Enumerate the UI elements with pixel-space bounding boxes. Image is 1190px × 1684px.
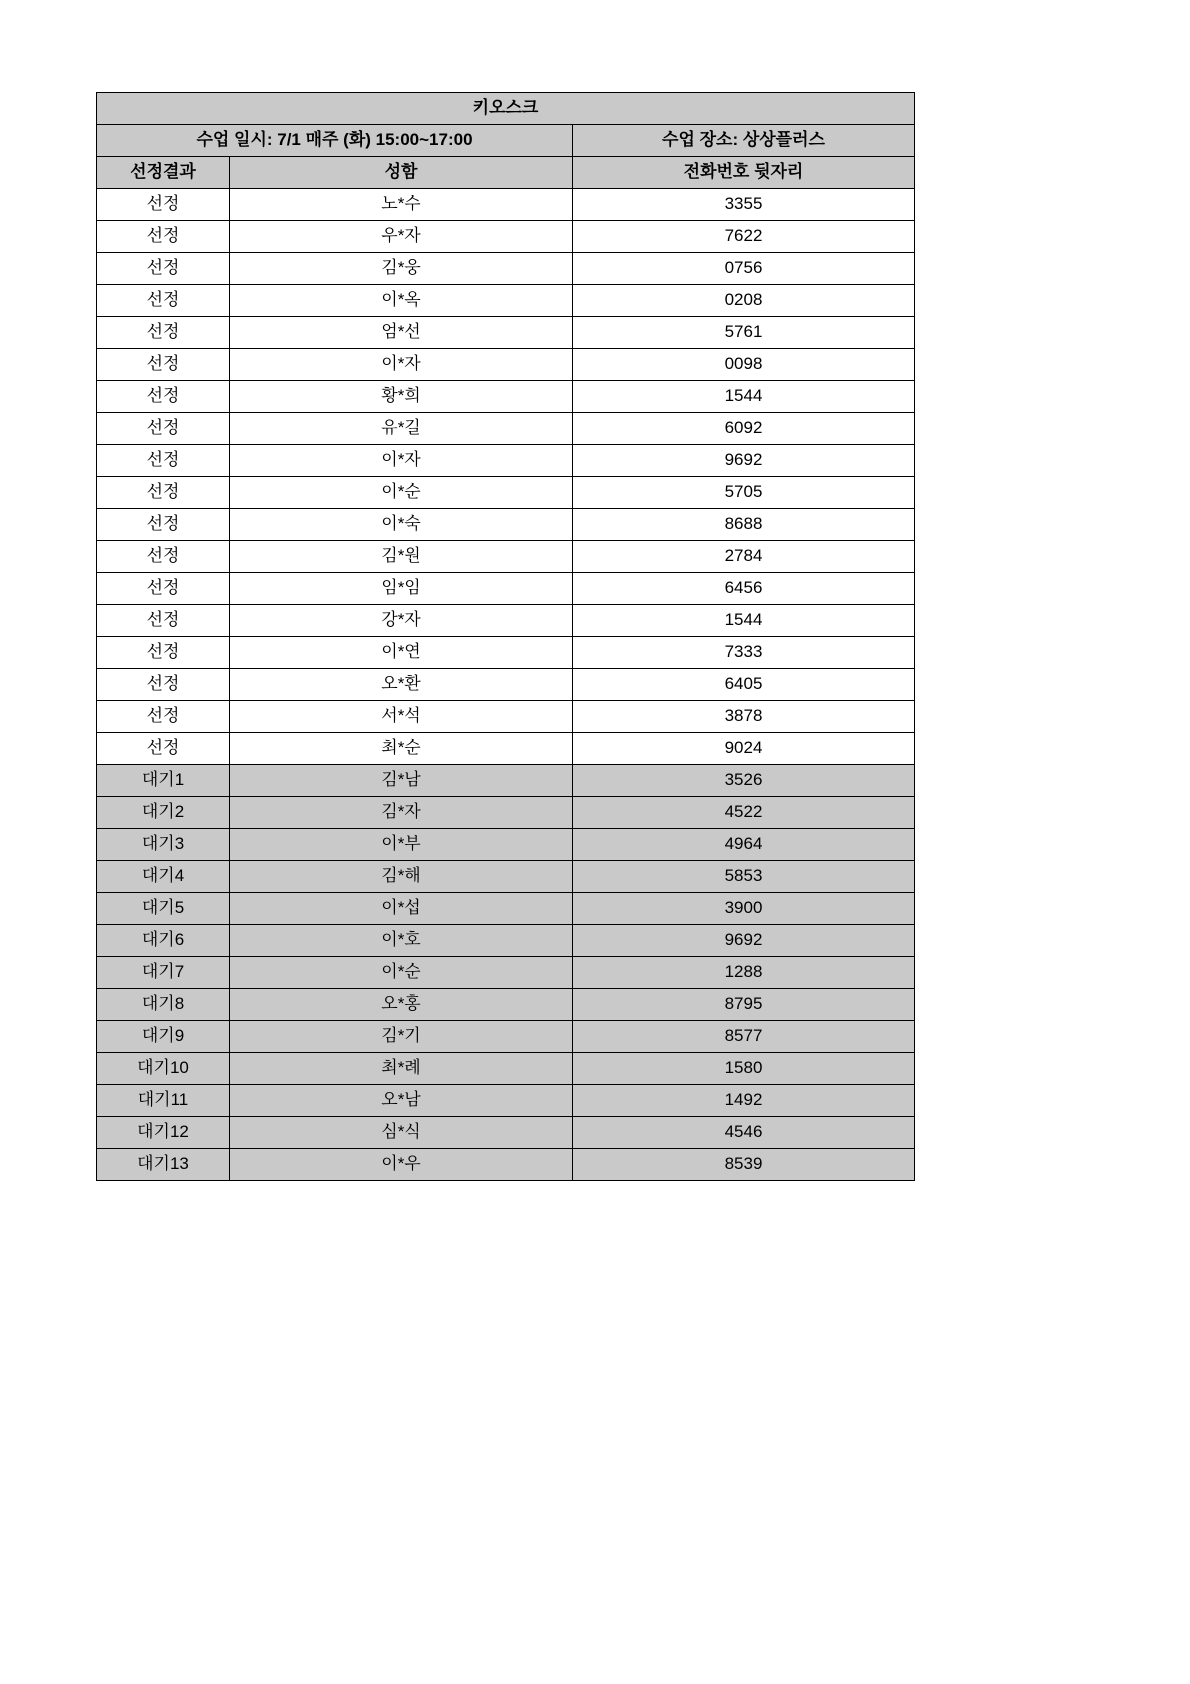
cell-phone: 1492 [573, 1085, 915, 1117]
cell-result: 선정 [97, 605, 230, 637]
table-row [97, 1021, 915, 1053]
cell-phone: 3355 [573, 189, 915, 221]
cell-phone: 1580 [573, 1053, 915, 1085]
location-label: 수업 장소: 상상플러스 [573, 125, 915, 157]
cell-name: 이*숙 [230, 509, 573, 541]
cell-result: 대기4 [97, 861, 230, 893]
table-row [97, 701, 915, 733]
table-row [97, 317, 915, 349]
cell-phone: 0208 [573, 285, 915, 317]
table-row [97, 797, 915, 829]
cell-result: 대기10 [97, 1053, 230, 1085]
table-row [97, 541, 915, 573]
cell-name: 이*연 [230, 637, 573, 669]
cell-result: 선정 [97, 573, 230, 605]
cell-phone: 0756 [573, 253, 915, 285]
cell-name: 이*자 [230, 445, 573, 477]
cell-phone: 6456 [573, 573, 915, 605]
cell-phone: 8688 [573, 509, 915, 541]
cell-result: 선정 [97, 221, 230, 253]
table-row [97, 957, 915, 989]
selection-results-table [96, 92, 915, 1181]
cell-name: 임*임 [230, 573, 573, 605]
cell-phone: 6405 [573, 669, 915, 701]
cell-result: 선정 [97, 381, 230, 413]
cell-result: 선정 [97, 509, 230, 541]
cell-name: 김*웅 [230, 253, 573, 285]
cell-result: 대기2 [97, 797, 230, 829]
cell-name: 이*섭 [230, 893, 573, 925]
cell-result: 선정 [97, 253, 230, 285]
column-header-phone: 전화번호 뒷자리 [573, 157, 915, 189]
table-row [97, 605, 915, 637]
cell-result: 선정 [97, 541, 230, 573]
table-row [97, 509, 915, 541]
table-row [97, 893, 915, 925]
cell-name: 이*부 [230, 829, 573, 861]
cell-name: 우*자 [230, 221, 573, 253]
table-row [97, 573, 915, 605]
cell-name: 오*환 [230, 669, 573, 701]
cell-phone: 2784 [573, 541, 915, 573]
cell-name: 최*례 [230, 1053, 573, 1085]
table-row [97, 189, 915, 221]
cell-result: 선정 [97, 477, 230, 509]
table-info-row [97, 125, 915, 157]
table-row [97, 1149, 915, 1181]
kiosk-selection-sheet [96, 92, 914, 1181]
cell-result: 대기9 [97, 1021, 230, 1053]
table-row [97, 413, 915, 445]
cell-result: 선정 [97, 189, 230, 221]
table-body [97, 93, 915, 1181]
cell-phone: 3526 [573, 765, 915, 797]
cell-name: 이*우 [230, 1149, 573, 1181]
cell-name: 이*순 [230, 957, 573, 989]
cell-name: 이*호 [230, 925, 573, 957]
cell-name: 김*기 [230, 1021, 573, 1053]
cell-name: 강*자 [230, 605, 573, 637]
cell-result: 대기3 [97, 829, 230, 861]
cell-phone: 9024 [573, 733, 915, 765]
cell-result: 대기6 [97, 925, 230, 957]
cell-name: 김*자 [230, 797, 573, 829]
cell-name: 서*석 [230, 701, 573, 733]
table-row [97, 1117, 915, 1149]
cell-phone: 5705 [573, 477, 915, 509]
cell-name: 이*옥 [230, 285, 573, 317]
cell-result: 선정 [97, 349, 230, 381]
cell-result: 대기13 [97, 1149, 230, 1181]
table-row [97, 477, 915, 509]
cell-phone: 3900 [573, 893, 915, 925]
cell-name: 오*홍 [230, 989, 573, 1021]
cell-name: 이*순 [230, 477, 573, 509]
document-title: 키오스크 [97, 93, 915, 125]
table-row [97, 349, 915, 381]
schedule-label: 수업 일시: 7/1 매주 (화) 15:00~17:00 [97, 125, 573, 157]
cell-phone: 1288 [573, 957, 915, 989]
cell-name: 황*희 [230, 381, 573, 413]
cell-result: 대기1 [97, 765, 230, 797]
cell-result: 선정 [97, 637, 230, 669]
cell-name: 심*식 [230, 1117, 573, 1149]
cell-result: 대기8 [97, 989, 230, 1021]
table-title-row [97, 93, 915, 125]
cell-name: 오*남 [230, 1085, 573, 1117]
cell-result: 선정 [97, 733, 230, 765]
cell-phone: 6092 [573, 413, 915, 445]
cell-phone: 3878 [573, 701, 915, 733]
cell-phone: 5853 [573, 861, 915, 893]
table-row [97, 989, 915, 1021]
cell-result: 대기11 [97, 1085, 230, 1117]
cell-name: 최*순 [230, 733, 573, 765]
column-header-result: 선정결과 [97, 157, 230, 189]
cell-name: 엄*선 [230, 317, 573, 349]
cell-name: 김*원 [230, 541, 573, 573]
table-row [97, 285, 915, 317]
cell-phone: 8577 [573, 1021, 915, 1053]
table-row [97, 381, 915, 413]
cell-phone: 1544 [573, 605, 915, 637]
table-row [97, 669, 915, 701]
table-row [97, 861, 915, 893]
cell-phone: 9692 [573, 925, 915, 957]
cell-result: 선정 [97, 413, 230, 445]
table-row [97, 733, 915, 765]
cell-result: 선정 [97, 669, 230, 701]
cell-result: 대기7 [97, 957, 230, 989]
cell-result: 대기12 [97, 1117, 230, 1149]
table-row [97, 253, 915, 285]
cell-result: 선정 [97, 285, 230, 317]
table-row [97, 221, 915, 253]
table-row [97, 765, 915, 797]
cell-phone: 8795 [573, 989, 915, 1021]
cell-phone: 7622 [573, 221, 915, 253]
cell-phone: 5761 [573, 317, 915, 349]
table-row [97, 829, 915, 861]
cell-phone: 0098 [573, 349, 915, 381]
cell-phone: 4522 [573, 797, 915, 829]
column-header-name: 성함 [230, 157, 573, 189]
cell-phone: 4546 [573, 1117, 915, 1149]
cell-phone: 8539 [573, 1149, 915, 1181]
cell-phone: 4964 [573, 829, 915, 861]
table-row [97, 1053, 915, 1085]
table-row [97, 1085, 915, 1117]
table-row [97, 445, 915, 477]
table-row [97, 925, 915, 957]
cell-name: 이*자 [230, 349, 573, 381]
cell-name: 김*남 [230, 765, 573, 797]
cell-phone: 7333 [573, 637, 915, 669]
table-header-row [97, 157, 915, 189]
cell-name: 김*해 [230, 861, 573, 893]
cell-result: 선정 [97, 317, 230, 349]
cell-result: 선정 [97, 701, 230, 733]
table-row [97, 637, 915, 669]
cell-phone: 1544 [573, 381, 915, 413]
cell-result: 선정 [97, 445, 230, 477]
cell-name: 유*길 [230, 413, 573, 445]
cell-phone: 9692 [573, 445, 915, 477]
cell-name: 노*수 [230, 189, 573, 221]
cell-result: 대기5 [97, 893, 230, 925]
